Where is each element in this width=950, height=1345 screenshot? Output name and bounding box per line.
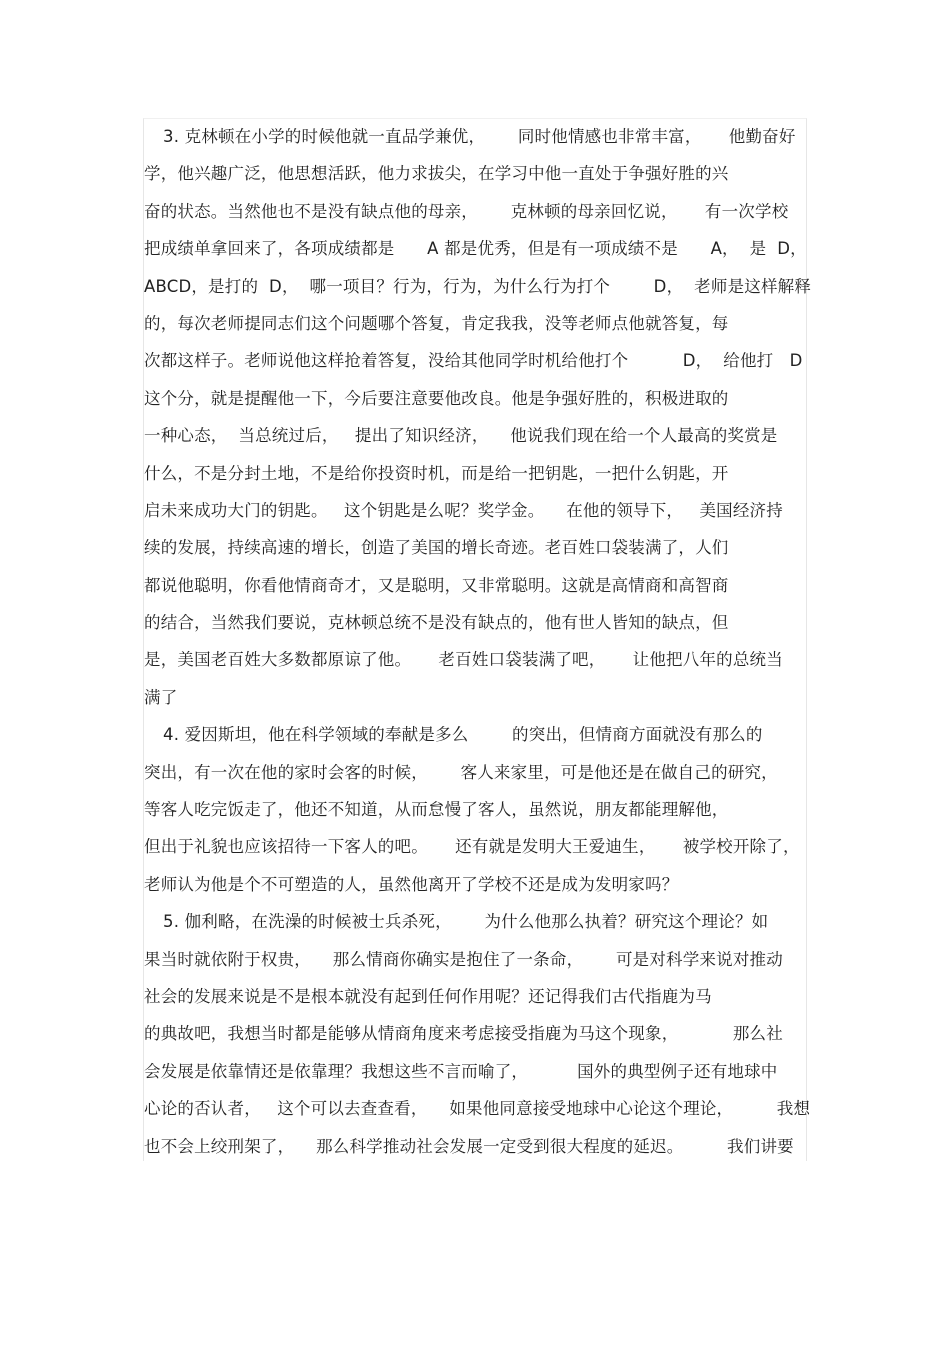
text-line: 社会的发展来说是不是根本就没有起到任何作用呢？还记得我们古代指鹿为马 (144, 986, 712, 1006)
text-line: 奋的状态。当然他也不是没有缺点他的母亲， 克林顿的母亲回忆说， 有一次学校 (144, 201, 789, 221)
text-line: 都说他聪明，你看他情商奇才，又是聪明，又非常聪明。这就是高情商和高智商 (144, 575, 729, 595)
text-line: 果当时就依附于权贵， 那么情商你确实是抱住了一条命， 可是对科学来说对推动 (144, 949, 783, 969)
text-line: 的结合，当然我们要说，克林顿总统不是没有缺点的，他有世人皆知的缺点，但 (144, 613, 729, 633)
text-line: 5. 伽利略，在洗澡的时候被士兵杀死， 为什么他那么执着？研究这个理论？如 (163, 912, 769, 932)
text-line: 一种心态， 当总统过后， 提出了知识经济， 他说我们现在给一个人最高的奖赏是 (144, 426, 778, 446)
text-line: 会发展是依靠情还是依靠理？我想这些不言而喻了， 国外的典型例子还有地球中 (144, 1061, 778, 1081)
text-line: 把成绩单拿回来了，各项成绩都是 A 都是优秀，但是有一项成绩不是 A， 是 D， (144, 239, 807, 259)
text-line: 也不会上绞刑架了， 那么科学推动社会发展一定受到很大程度的延迟。 我们讲要 (144, 1136, 794, 1156)
text-line: 这个分，就是提醒他一下，今后要注意要他改良。他是争强好胜的，积极进取的 (144, 388, 729, 408)
text-line: 续的发展，持续高速的增长，创造了美国的增长奇迹。老百姓口袋装满了，人们 (144, 538, 729, 558)
text-line: 什么，不是分封土地，不是给你投资时机，而是给一把钥匙，一把什么钥匙，开 (144, 463, 729, 483)
text-line: 4. 爱因斯坦，他在科学领域的奉献是多么 的突出，但情商方面就没有那么的 (163, 725, 763, 745)
text-line: 等客人吃完饭走了，他还不知道，从而怠慢了客人，虽然说，朋友都能理解他， (144, 800, 729, 820)
document-body (144, 118, 824, 1165)
text-line: ABCD，是打的 D， 哪一项目？行为，行为，为什么行为打个 D， 老师是这样解释 (144, 276, 812, 296)
text-line: 老师认为他是个不可塑造的人，虽然他离开了学校不还是成为发明家吗？ (144, 874, 679, 894)
text-line: 启未来成功大门的钥匙。 这个钥匙是么呢？奖学金。 在他的领导下， 美国经济持 (144, 500, 783, 520)
text-line: 3. 克林顿在小学的时候他就一直品学兼优， 同时他情感也非常丰富， 他勤奋好 (163, 127, 796, 146)
text-line: 满了 (144, 687, 178, 707)
text-line: 是，美国老百姓大多数都原谅了他。 老百姓口袋装满了吧， 让他把八年的总统当 (144, 650, 783, 670)
text-line: 突出，有一次在他的家时会客的时候， 客人来家里，可是他还是在做自己的研究， (144, 762, 778, 782)
text-line: 的典故吧，我想当时都是能够从情商角度来考虑接受指鹿为马这个现象， 那么社 (144, 1024, 783, 1044)
text-line: 次都这样子。老师说他这样抢着答复，没给其他同学时机给他打个 D， 给他打 D (144, 351, 803, 371)
text-line: 心论的否认者， 这个可以去查查看， 如果他同意接受地球中心论这个理论， 我想 (144, 1099, 811, 1119)
text-line: 学，他兴趣广泛，他思想活跃，他力求拔尖，在学习中他一直处于争强好胜的兴 (144, 164, 729, 184)
text-line: 的，每次老师提同志们这个问题哪个答复，肯定我我，没等老师点他就答复，每 (144, 313, 729, 333)
text-line: 但出于礼貌也应该招待一下客人的吧。 还有就是发明大王爱迪生， 被学校开除了， (144, 837, 800, 857)
